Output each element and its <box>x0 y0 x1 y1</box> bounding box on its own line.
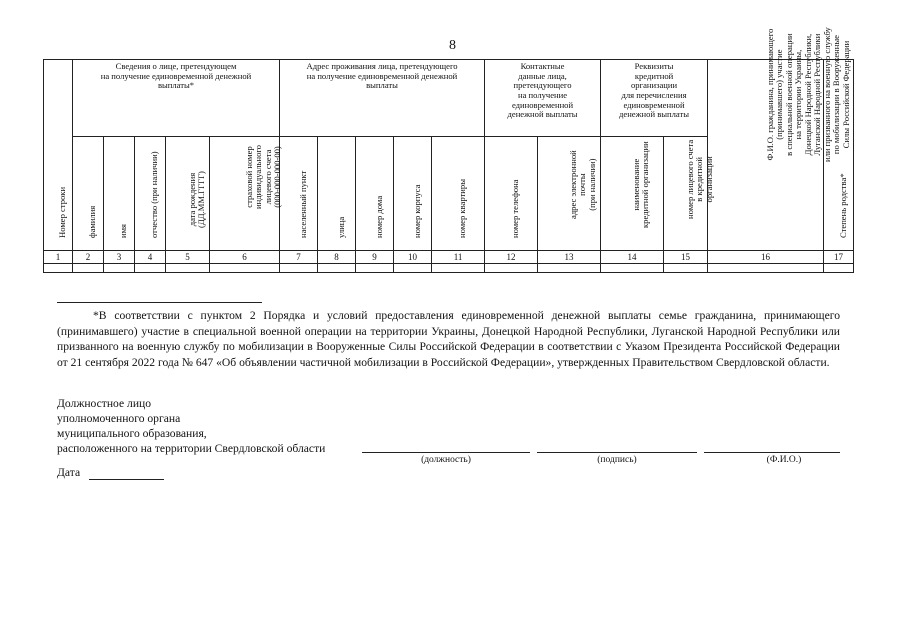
header-bank-details: Реквизиты кредитной организации для перечисления единовременной денежной выплаты <box>601 60 708 137</box>
official-label-line: расположенного на территории Свердловской области <box>57 442 326 455</box>
column-number: 6 <box>210 251 280 264</box>
header-bank-name: наименование кредитной организации <box>601 137 664 251</box>
column-number: 16 <box>708 251 824 264</box>
column-number: 11 <box>432 251 485 264</box>
column-number: 17 <box>824 251 854 264</box>
application-register-table <box>43 27 854 273</box>
full-name-caption: (Ф.И.О.) <box>766 455 802 465</box>
full-name-field-line[interactable] <box>704 452 840 453</box>
column-number: 15 <box>664 251 708 264</box>
signature-field-line[interactable] <box>537 452 697 453</box>
column-number: 13 <box>538 251 601 264</box>
header-name: имя <box>104 137 135 251</box>
table-cell[interactable] <box>485 264 538 273</box>
signature-block <box>57 396 325 456</box>
header-locality: населенный пункт <box>280 137 318 251</box>
header-person-info: Сведения о лице, претендующем на получение единовременной денежной выплаты* <box>73 60 280 137</box>
table-cell[interactable] <box>104 264 135 273</box>
table-cell[interactable] <box>601 264 664 273</box>
table-cell[interactable] <box>394 264 432 273</box>
header-phone: номер телефона <box>485 137 538 251</box>
table-cell[interactable] <box>280 264 318 273</box>
header-patronymic: отчество (при наличии) <box>135 137 166 251</box>
header-email: адрес электронной почты (при наличии) <box>538 137 601 251</box>
official-label-line: уполномоченного органа <box>57 412 181 425</box>
column-number: 8 <box>318 251 356 264</box>
header-account: номер лицевого счета в кредитной организации <box>664 137 708 251</box>
column-number: 9 <box>356 251 394 264</box>
column-number-row <box>44 251 854 264</box>
column-number: 12 <box>485 251 538 264</box>
column-number: 10 <box>394 251 432 264</box>
position-field-line[interactable] <box>362 452 530 453</box>
header-kinship: Степень родства* <box>824 60 854 251</box>
table-cell[interactable] <box>432 264 485 273</box>
column-number: 5 <box>166 251 210 264</box>
header-building: номер корпуса <box>394 137 432 251</box>
table-cell[interactable] <box>166 264 210 273</box>
header-birth-date: дата рождения (ДД.ММ.ГГГГ) <box>166 137 210 251</box>
table-cell[interactable] <box>538 264 601 273</box>
table-cell[interactable] <box>824 264 854 273</box>
column-number: 14 <box>601 251 664 264</box>
official-label-line: Должностное лицо <box>57 397 152 410</box>
table-cell[interactable] <box>73 264 104 273</box>
header-contacts: Контактные данные лица, претендующего на получение единовременной денежной выплаты <box>485 60 601 137</box>
column-number: 3 <box>104 251 135 264</box>
signature-caption: (подпись) <box>597 455 637 465</box>
column-number: 1 <box>44 251 73 264</box>
table-cell[interactable] <box>708 264 824 273</box>
column-number: 4 <box>135 251 166 264</box>
empty-data-row <box>44 264 854 273</box>
official-label-line: муниципального образования, <box>57 427 207 440</box>
table-cell[interactable] <box>664 264 708 273</box>
header-street: улица <box>318 137 356 251</box>
date-field-line[interactable] <box>89 479 164 480</box>
footnote-text: *В соответствии с пунктом 2 Порядка и условий предоставления единовременной денежной выплаты семье гражданина, принимающего (принимавшего) участие в специальной военной операции на территории Украины, Донецкой Народной Республики, Луганской Народной Республики или призванного на военную службу по мобилизации в Вооруженные Силы Российской Федерации в соответствии с Указом Президента Российской Федерации от 21 сентября 2022 года № 647 «Об объявлении частичной мобилизации в Российской Федерации», утвержденных Правительством Свердловской области. <box>57 309 840 369</box>
header-participant-name: Ф.И.О. гражданина, принимающего (принимавшего) участие в специальной военной операции на территории Украины, Донецкой Народной Республики, Луганской Народной Республики или призванного на военную службу по мобилизации в Вооруженные Силы Российской Федерации <box>708 60 824 251</box>
page-number: 8 <box>449 38 456 53</box>
footnote-divider <box>57 302 262 303</box>
column-number: 7 <box>280 251 318 264</box>
table-cell[interactable] <box>44 264 73 273</box>
position-caption: (должность) <box>421 455 471 465</box>
table-cell[interactable] <box>318 264 356 273</box>
header-apartment: номер квартиры <box>432 137 485 251</box>
header-row-number: Номер строки <box>44 60 73 251</box>
table-cell[interactable] <box>356 264 394 273</box>
header-address: Адрес проживания лица, претендующего на получение единовременной денежной выплаты <box>280 60 485 137</box>
column-number: 2 <box>73 251 104 264</box>
date-label: Дата <box>57 466 81 479</box>
header-house: номер дома <box>356 137 394 251</box>
header-surname: фамилия <box>73 137 104 251</box>
header-snils: страховой номер индивидуального лицевого счета (000-000-000-00) <box>210 137 280 251</box>
table-cell[interactable] <box>135 264 166 273</box>
table-cell[interactable] <box>210 264 280 273</box>
